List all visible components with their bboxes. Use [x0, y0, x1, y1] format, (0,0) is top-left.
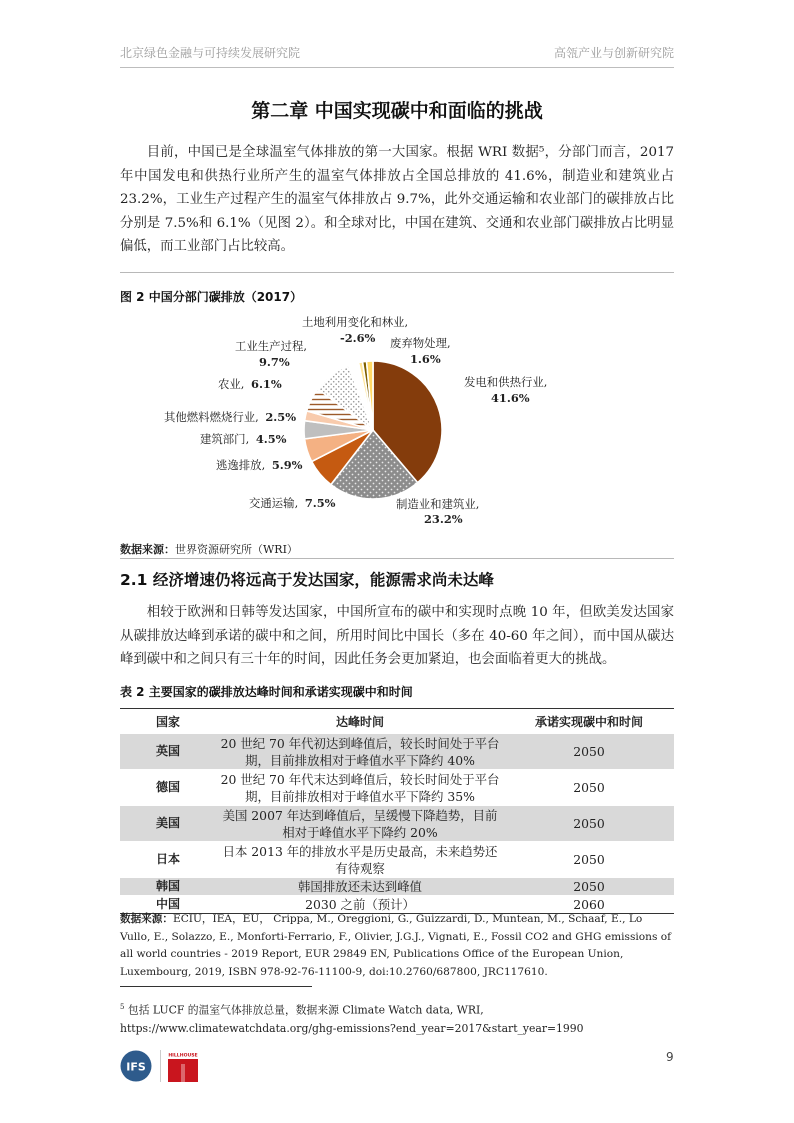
footnote — [120, 998, 674, 1038]
label-buildings-name: 建筑部门, — [200, 432, 250, 446]
value-agriculture: 6.1% — [251, 377, 282, 391]
svg-text:HILLHOUSE: HILLHOUSE — [168, 1053, 198, 1059]
footnote-rule — [120, 986, 312, 987]
section-paragraph: 相较于欧洲和日韩等发达国家，中国所宣布的碳中和实现时点晚 10 年，但欧美发达国家从碳排放达峰到承诺的碳中和之间，所用时间比中国长（多在 40-60 年之间），而中国从碳达峰到碳中和之间只有三十年的时间，因此任务会更加紧迫，也会面临着更大的挑战。 — [120, 605, 674, 667]
figure-top-rule — [120, 272, 674, 273]
label-power: 发电和供热行业, — [464, 375, 548, 389]
cell-peak: 2030 之前（预计） — [216, 896, 504, 914]
section-heading: 2.1 经济增速仍将远高于发达国家，能源需求尚未达峰 — [120, 571, 494, 589]
table-row — [120, 878, 674, 896]
svg-text:IFS: IFS — [126, 1060, 146, 1074]
value-buildings: 4.5% — [255, 432, 287, 446]
label-other-fuel — [164, 410, 296, 424]
value-fugitive: 5.9% — [271, 458, 303, 472]
label-agriculture — [218, 377, 282, 391]
header-rule — [120, 67, 674, 68]
label-fugitive — [216, 458, 303, 472]
header-left-title: 北京绿色金融与可持续发展研究院 — [120, 46, 301, 60]
header-peak: 达峰时间 — [335, 714, 384, 729]
footnote-text: 包括 LUCF 的温室气体排放总量，数据来源 Climate Watch data, WRI, https://www.climatewatchdata.org/ghg-emissions?end_year=2017&start_year=1990 — [120, 1003, 584, 1035]
figure-caption: 图 2 中国分部门碳排放（2017） — [120, 290, 303, 304]
label-industrial-process: 工业生产过程, — [235, 339, 307, 353]
cell-neutral: 2050 — [504, 842, 674, 878]
figure-source — [120, 541, 298, 557]
cell-country: 日本 — [120, 842, 216, 878]
hillhouse-logo-mark — [168, 1050, 198, 1082]
label-lucf: 土地利用变化和林业, — [302, 315, 409, 329]
cell-country: 美国 — [120, 806, 216, 842]
cell-country: 英国 — [120, 734, 216, 770]
table-row — [120, 770, 674, 806]
header-right-title: 高瓴产业与创新研究院 — [553, 46, 674, 60]
label-fugitive-name: 逃逸排放, — [216, 458, 266, 472]
intro-paragraph: 目前，中国已是全球温室气体排放的第一大国家。根据 WRI 数据⁵，分部门而言，2017 年中国发电和供热行业所产生的温室气体排放占全国总排放的 41.6%，制造业和建筑业占 23.2%，工业生产过程产生的温室气体排放占 9.7%，此外交通运输和农业部门的碳排放占比分别是 7.5%和 6.1%（见图 2）。和全球对比，中国在建筑、交通和农业部门碳排放占比明显偏低，而工业部门占比较高。 — [120, 145, 674, 254]
logo-divider — [160, 1050, 161, 1082]
header-country: 国家 — [155, 714, 180, 729]
table-row — [120, 842, 674, 878]
cell-neutral: 2050 — [504, 734, 674, 770]
value-other-fuel: 2.5% — [265, 410, 297, 424]
cell-neutral: 2060 — [504, 896, 674, 914]
header-neutral: 承诺实现碳中和时间 — [534, 714, 643, 729]
label-manufacturing: 制造业和建筑业, — [396, 497, 480, 511]
table-header-row — [120, 709, 674, 734]
cell-peak: 20 世纪 70 年代初达到峰值后，较长时间处于平台期，目前排放相对于峰值水平下降约 40% — [216, 734, 504, 770]
figure-source-label: 数据来源： — [120, 543, 175, 556]
footnote-mark: 5 — [120, 1003, 125, 1011]
table-caption: 表 2 主要国家的碳排放达峰时间和承诺实现碳中和时间 — [120, 685, 413, 699]
chapter-title: 第二章 中国实现碳中和面临的挑战 — [251, 100, 543, 122]
value-transport: 7.5% — [304, 496, 336, 510]
cell-peak: 日本 2013 年的排放水平是历史最高，未来趋势还有待观察 — [216, 842, 504, 878]
ifs-logo — [120, 1050, 152, 1082]
label-waste: 废弃物处理, — [390, 336, 451, 350]
value-lucf: -2.6% — [340, 331, 376, 345]
table-wrapper — [120, 709, 674, 914]
value-power: 41.6% — [491, 391, 530, 405]
figure-bottom-rule — [120, 558, 674, 559]
label-transport — [249, 496, 336, 510]
pie-chart — [120, 308, 674, 538]
hillhouse-logo — [168, 1050, 198, 1082]
ifs-logo-mark — [120, 1050, 152, 1082]
cell-country: 韩国 — [120, 878, 216, 896]
table-source — [120, 911, 674, 981]
label-other-fuel-name: 其他燃料燃烧行业, — [164, 410, 259, 424]
cell-country: 中国 — [120, 896, 216, 914]
cell-peak: 20 世纪 70 年代末达到峰值后，较长时间处于平台期，目前排放相对于峰值水平下降约 35% — [216, 770, 504, 806]
table-row — [120, 734, 674, 770]
cell-peak: 美国 2007 年达到峰值后，呈缓慢下降趋势，目前相对于峰值水平下降约 20% — [216, 806, 504, 842]
value-industrial-process: 9.7% — [259, 355, 290, 369]
label-buildings — [200, 432, 287, 446]
value-manufacturing: 23.2% — [424, 512, 463, 526]
table-row — [120, 806, 674, 842]
label-transport-name: 交通运输, — [249, 496, 299, 510]
table-source-label: 数据来源： — [120, 913, 173, 925]
cell-peak: 韩国排放还未达到峰值 — [216, 878, 504, 896]
cell-neutral: 2050 — [504, 806, 674, 842]
cell-country: 德国 — [120, 770, 216, 806]
page-number: 9 — [666, 1050, 674, 1064]
figure-source-text: 世界资源研究所（WRI） — [175, 543, 298, 556]
cell-neutral: 2050 — [504, 770, 674, 806]
table-source-text: ECIU，IEA，EU， Crippa, M., Oreggioni, G., Guizzardi, D., Muntean, M., Schaaf, E., Lo Vullo, E., Solazzo, E., Monforti-Ferrario, F., Olivier, J.G.J., Vignati, E., Fossil CO2 and GHG emissions of all world countries - 2019 Report, EUR 29849 EN, Publications Office of the European Union, Luxembourg, 2019, ISBN 978-92-76-11100-9, doi:10.2760/687800, JRC117610. — [120, 913, 672, 978]
label-agriculture-name: 农业, — [218, 377, 245, 391]
pie-slices — [304, 361, 442, 499]
peak-neutral-table — [120, 709, 674, 914]
cell-neutral: 2050 — [504, 878, 674, 896]
value-waste: 1.6% — [410, 352, 441, 366]
